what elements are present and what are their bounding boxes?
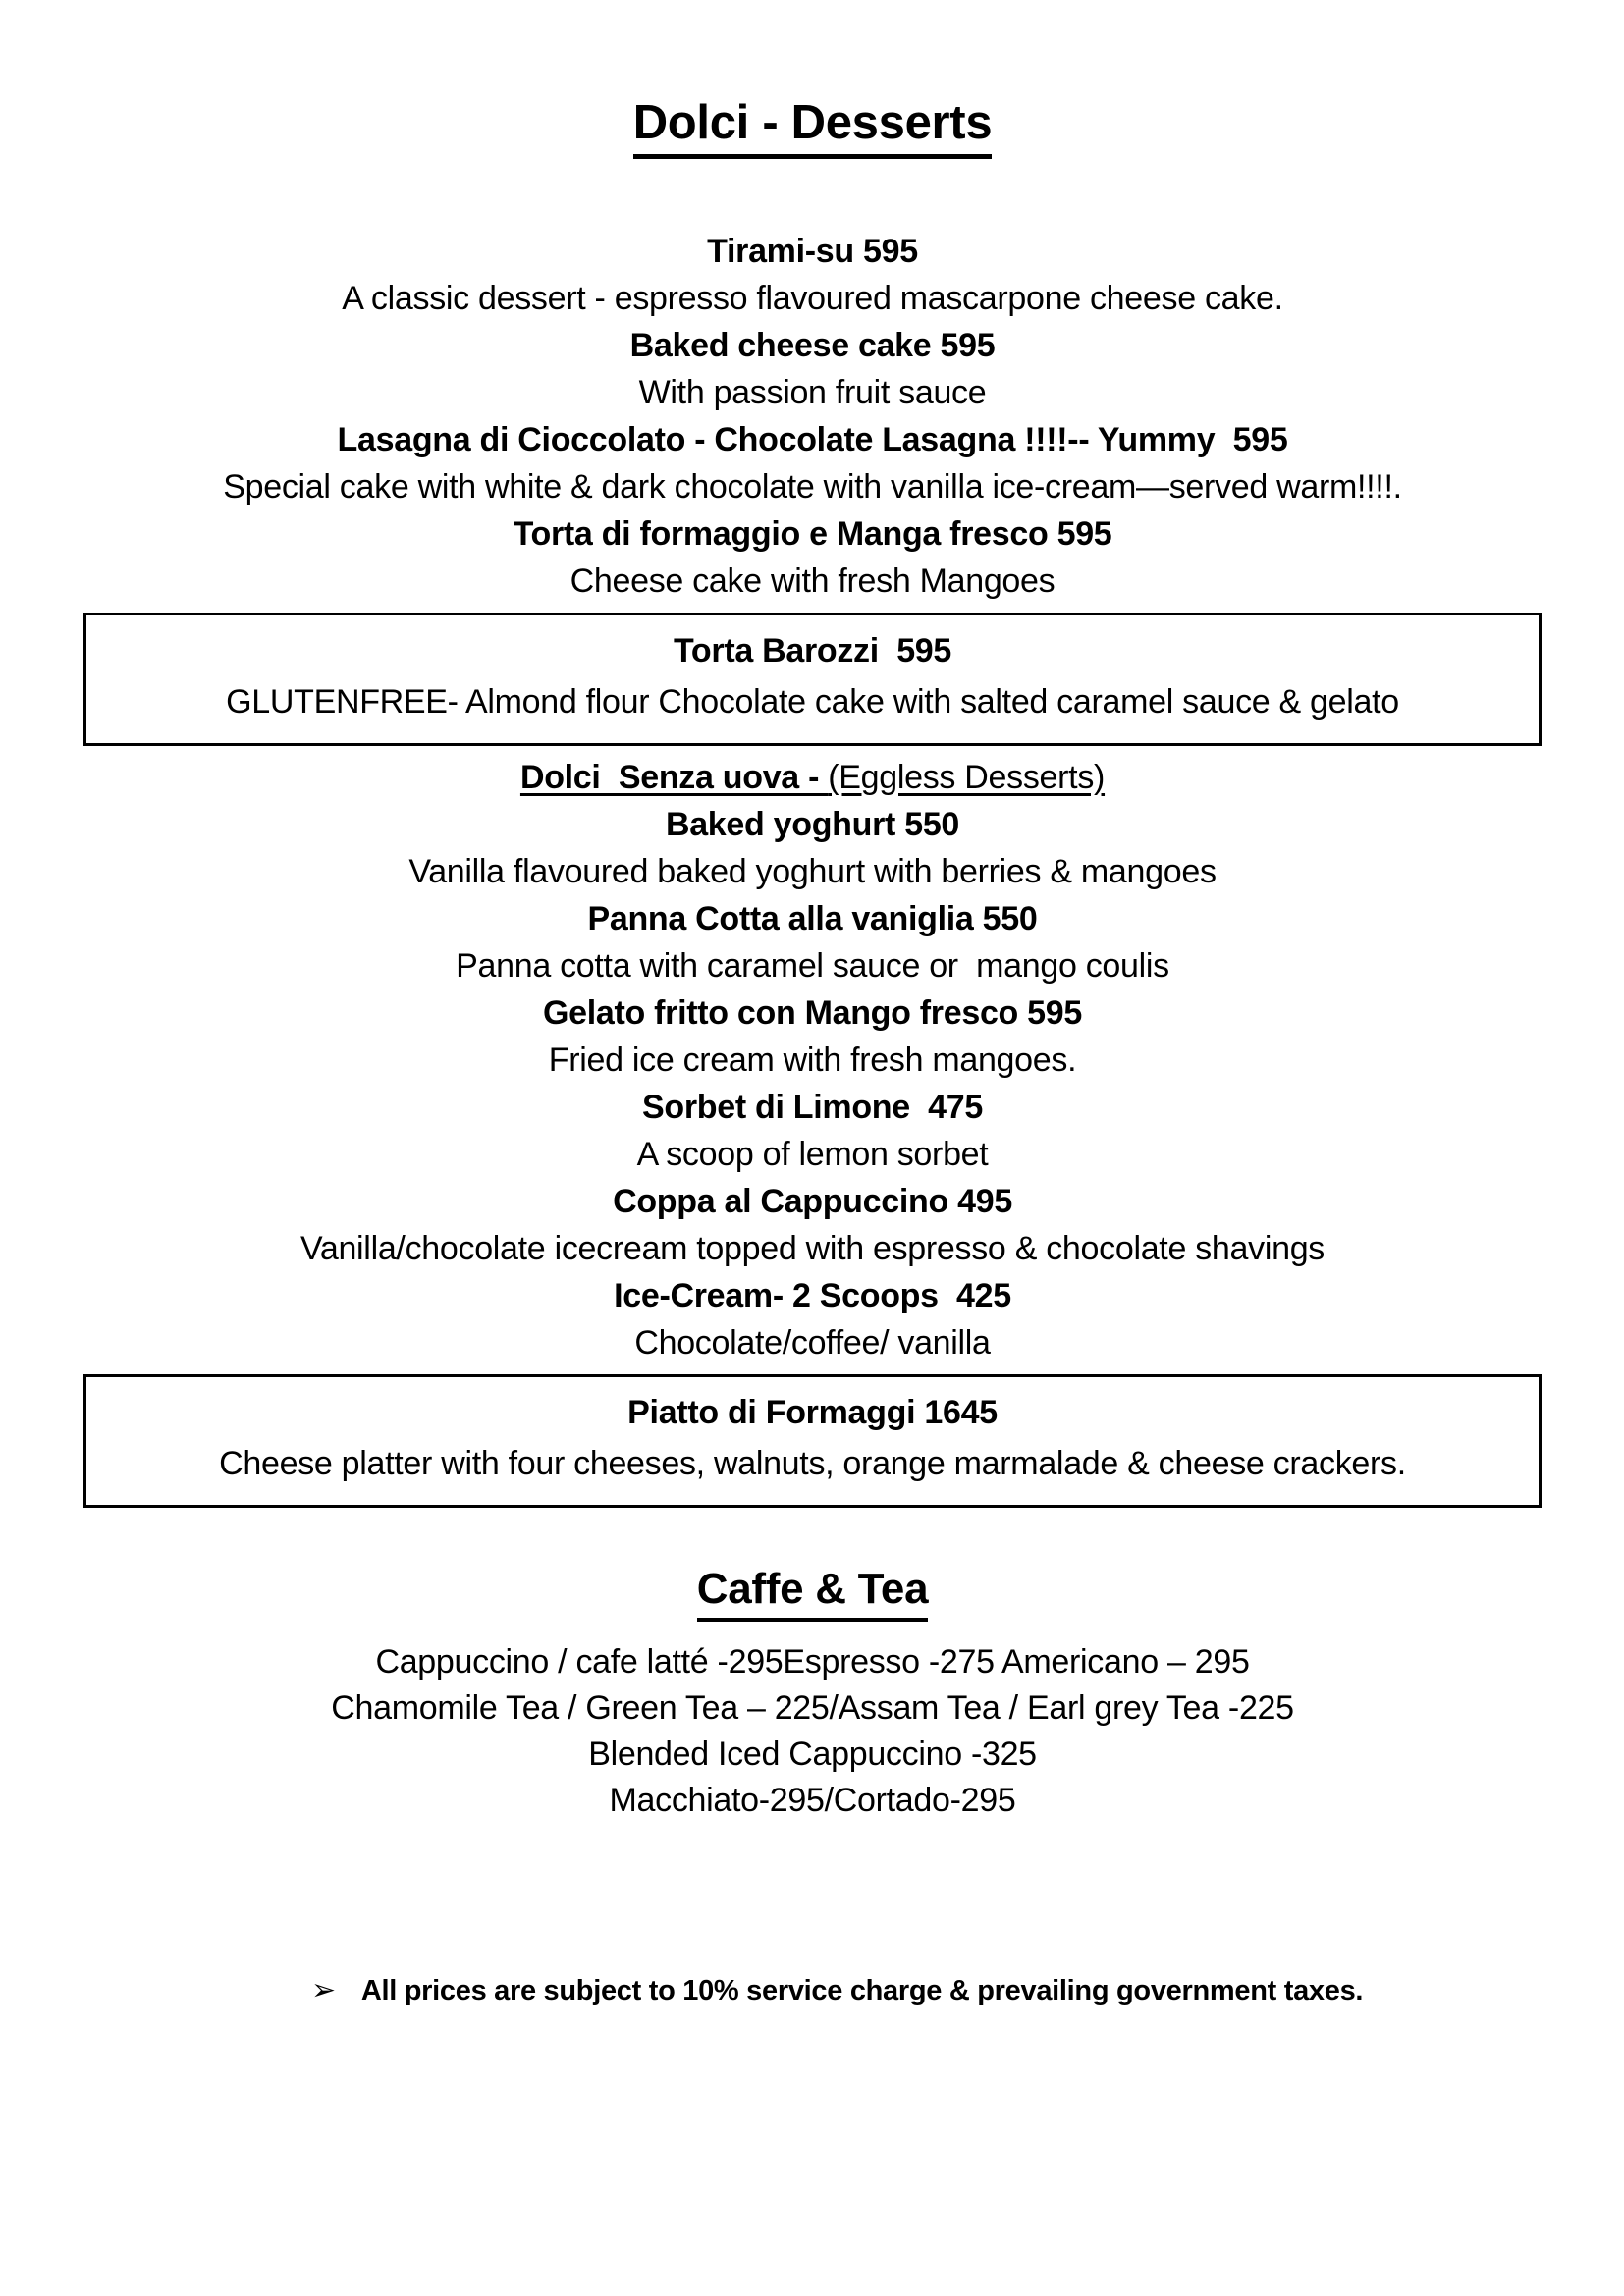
menu-item-desc: GLUTENFREE- Almond flour Chocolate cake with salted caramel sauce & gelato <box>226 683 1399 721</box>
caffe-tea-section <box>83 1563 1542 1824</box>
menu-item-desc: Chocolate/coffee/ vanilla <box>634 1324 991 1362</box>
menu-item-name: Panna Cotta alla vaniglia 550 <box>587 900 1038 937</box>
service-charge-note-text: All prices are subject to 10% service charge & prevailing government taxes. <box>360 1975 1364 2006</box>
menu-item-desc: Fried ice cream with fresh mangoes. <box>548 1041 1077 1079</box>
eggless-section <box>83 754 1542 1508</box>
caffe-line: Macchiato-295/Cortado-295 <box>609 1782 1016 1819</box>
menu-item-desc: Cheese platter with four cheeses, walnuts, orange marmalade & cheese crackers. <box>219 1445 1406 1482</box>
arrow-bullet-icon: ➢ <box>311 1974 336 2006</box>
eggless-heading-text <box>520 759 1105 796</box>
menu-item-name: Tirami-su 595 <box>707 233 918 270</box>
caffe-tea-heading <box>83 1563 1542 1622</box>
menu-item-desc: Vanilla flavoured baked yoghurt with berries & mangoes <box>408 853 1217 890</box>
menu-item-name: Baked cheese cake 595 <box>629 327 996 364</box>
menu-item-desc: With passion fruit sauce <box>638 374 987 411</box>
menu-item-name: Torta di formaggio e Manga fresco 595 <box>513 515 1112 553</box>
eggless-heading <box>83 754 1542 801</box>
dolci-section <box>83 228 1542 746</box>
menu-item-desc: A classic dessert - espresso flavoured mascarpone cheese cake. <box>342 280 1283 317</box>
page-title <box>83 93 1542 159</box>
menu-item-desc: Panna cotta with caramel sauce or mango coulis <box>456 947 1169 985</box>
menu-item-desc: Special cake with white & dark chocolate with vanilla ice-cream—served warm!!!!. <box>223 468 1402 506</box>
eggless-heading-regular: (Eggless Desserts) <box>828 759 1106 796</box>
caffe-line: Chamomile Tea / Green Tea – 225/Assam Tea / Earl grey Tea -225 <box>331 1689 1294 1727</box>
menu-item-name: Baked yoghurt 550 <box>665 806 960 843</box>
menu-item-desc: A scoop of lemon sorbet <box>636 1136 989 1173</box>
caffe-tea-heading-text: Caffe & Tea <box>697 1563 929 1622</box>
caffe-line: Cappuccino / cafe latté -295Espresso -275 Americano – 295 <box>375 1643 1250 1681</box>
menu-item-name: Torta Barozzi 595 <box>673 632 952 669</box>
eggless-heading-bold: Dolci Senza uova - <box>519 759 829 796</box>
menu-item-name: Ice-Cream- 2 Scoops 425 <box>614 1277 1011 1314</box>
menu-item-name: Piatto di Formaggi 1645 <box>627 1394 998 1431</box>
menu-item-name: Gelato fritto con Mango fresco 595 <box>542 994 1082 1032</box>
menu-item-desc: Cheese cake with fresh Mangoes <box>569 562 1056 600</box>
menu-item-name: Sorbet di Limone 475 <box>642 1089 983 1126</box>
menu-item-name: Lasagna di Cioccolato - Chocolate Lasagna !!!!-- Yummy 595 <box>337 421 1288 458</box>
menu-item-name: Coppa al Cappuccino 495 <box>613 1183 1012 1220</box>
piatto-di-formaggi-box <box>83 1374 1542 1508</box>
caffe-line: Blended Iced Cappuccino -325 <box>588 1735 1037 1773</box>
page-title-text: Dolci - Desserts <box>633 93 993 159</box>
menu-item-desc: Vanilla/chocolate icecream topped with espresso & chocolate shavings <box>299 1230 1325 1267</box>
service-charge-note <box>83 1971 1542 2010</box>
torta-barozzi-box <box>83 613 1542 746</box>
